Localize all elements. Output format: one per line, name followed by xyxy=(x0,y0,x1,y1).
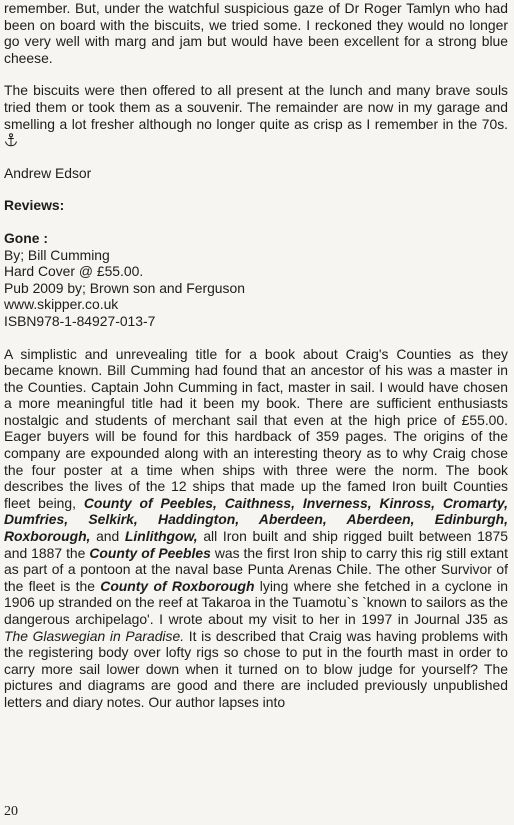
book-website: www.skipper.co.uk xyxy=(4,296,119,313)
review-text-ending: It is described that Craig was having problems with the registering body over lofty rigs so chose to put in the fourth mast in order to carry more sail lower down when it turned on to blow judge for yourself? The pictures and diagrams are good and there are included previously unpublished letters and diary notes. Our author lapses into xyxy=(4,627,508,710)
review-text-survivor: was the first Iron ship to carry this rig still extant as part of a pontoon at the naval base Punta Arenas Chile. The other Survivor of the fleet is the xyxy=(4,544,508,594)
book-publisher: Pub 2009 by; Brown son and Ferguson xyxy=(4,279,245,296)
paragraph-biscuits-tasting: remember. But, under the watchful suspicious gaze of Dr Roger Tamlyn who had been on board with the biscuits, we tried some. I reckoned they would no longer go very well with marg and jam but would have been excellent for a strong blue cheese. xyxy=(4,0,508,66)
paragraph-biscuits-offered xyxy=(4,82,508,148)
book-author: By; Bill Cumming xyxy=(4,246,110,263)
book-isbn: ISBN978-1-84927-013-7 xyxy=(4,312,156,329)
anchor-icon xyxy=(4,133,18,147)
book-title: Gone : xyxy=(4,229,48,246)
book-cover-price: Hard Cover @ £55.00. xyxy=(4,263,144,280)
article-title-glaswegian: The Glaswegian in Paradise. xyxy=(4,627,185,644)
review-text-intro: A simplistic and unrevealing title for a book about Craig's Counties as they became known. Bill Cumming had found that an ancestor of his was a master in the Counties. Captain John Cumming in fact, master in sail. I would have chosen a more meaningful title had it been my book. There are sufficient enthusiasts nostalgic and students of merchant sail that even at the high price of £55.00. Eager buyers will be found for this hardback of 359 pages. The origins of the company are expounded along with an interesting theory as to why Craig chose the four poster at a time when ships with three were the norm. The book describes the lives of the 12 ships that made up the famed Iron built Counties fleet being, xyxy=(4,345,508,511)
author-signature: Andrew Edsor xyxy=(4,164,92,181)
ship-county-of-roxborough: County of Roxborough xyxy=(100,577,255,594)
review-text-takaroa: lying where she fetched in a cyclone in 1906 up stranded on the reef at Takaroa in the Tuamotu`s `known to sailors as the dangerous archipelago'. I wrote about my visit to her in 1997 in Journal J35 as xyxy=(4,577,508,627)
ship-county-of-peebles: County of Peebles xyxy=(89,544,211,561)
review-text-built: all Iron built and ship rigged built between 1875 and 1887 the xyxy=(4,528,508,561)
ship-list: County of Peebles, Caithness, Inverness, Kinross, Cromarty, Dumfries, Selkirk, Haddington, Aberdeen, Aberdeen, Edinburgh, Roxborough, xyxy=(4,494,508,545)
paragraph-biscuits-offered-text: The biscuits were then offered to all present at the lunch and many brave souls tried them or took them as a souvenir. The remainder are now in my garage and smelling a lot fresher although no longer quite as crisp as I remember in the 70s. xyxy=(4,82,508,132)
document-page xyxy=(4,0,508,711)
reviews-heading: Reviews: xyxy=(4,197,65,214)
review-body xyxy=(4,346,508,711)
review-text-and: and xyxy=(90,528,125,545)
book-details xyxy=(4,230,508,330)
page-number: 20 xyxy=(4,804,18,819)
ship-linlithgow: Linlithgow, xyxy=(124,528,198,545)
